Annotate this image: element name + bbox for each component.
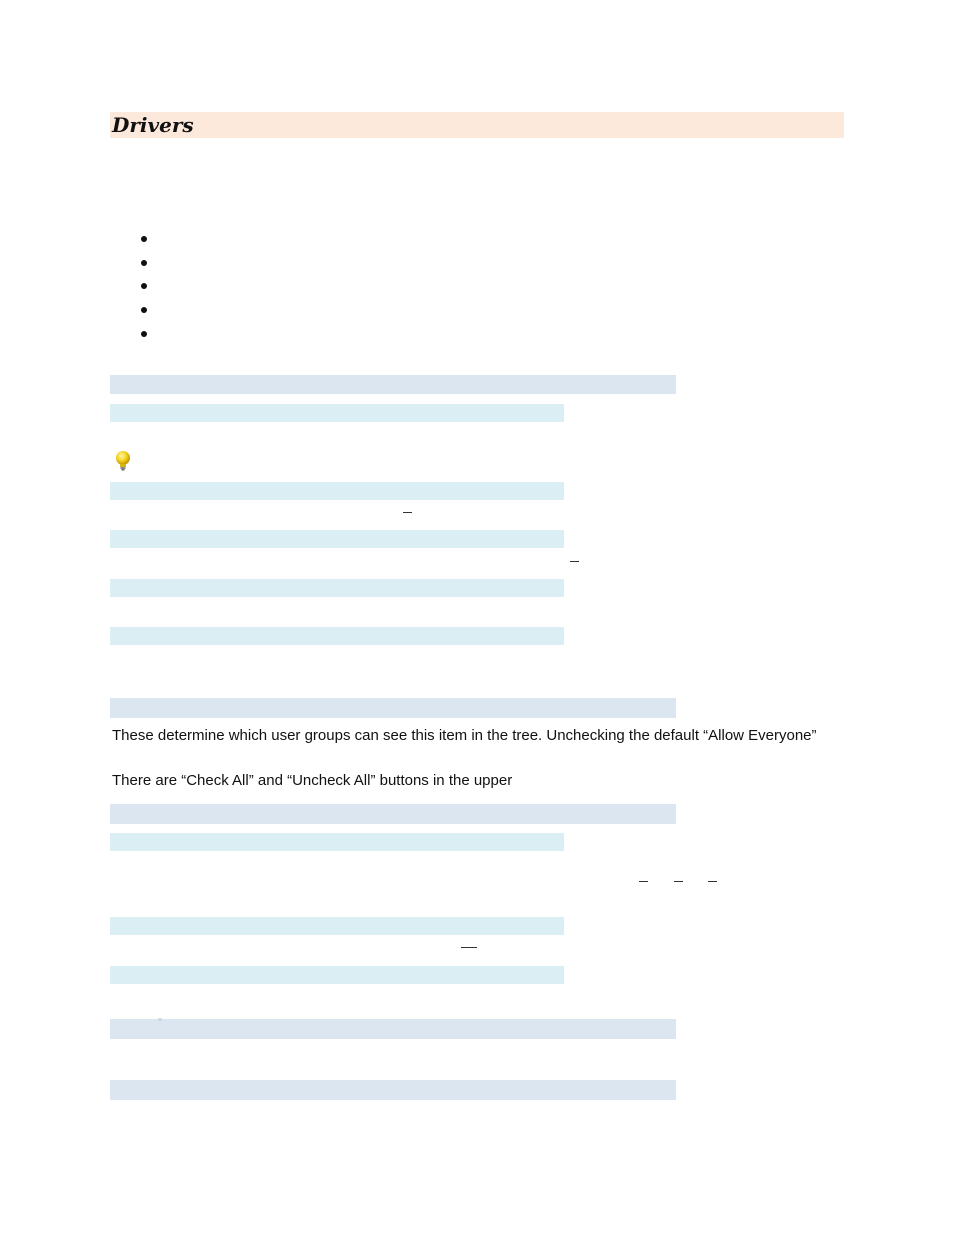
field-band — [110, 966, 564, 984]
field-band — [110, 579, 564, 597]
subheading-band — [110, 1019, 676, 1039]
list-bullet — [141, 331, 147, 337]
subheading-band — [110, 375, 676, 394]
section-heading: Drivers — [112, 113, 194, 137]
faint-mark — [158, 1018, 162, 1021]
dash-mark — [674, 881, 683, 882]
field-band — [110, 404, 564, 422]
subheading-band — [110, 804, 676, 824]
list-bullet — [141, 236, 147, 242]
dash-mark — [570, 561, 579, 562]
subheading-band — [110, 1080, 676, 1100]
list-bullet — [141, 260, 147, 266]
field-band — [110, 482, 564, 500]
field-band — [110, 627, 564, 645]
list-bullet — [141, 307, 147, 313]
field-band — [110, 917, 564, 935]
field-band — [110, 530, 564, 548]
dash-mark — [403, 512, 412, 513]
subheading-band — [110, 698, 676, 718]
list-bullet — [141, 283, 147, 289]
dash-mark — [461, 947, 477, 948]
section-heading-bar — [110, 112, 844, 138]
field-band — [110, 833, 564, 851]
groups-paragraph-2: There are “Check All” and “Uncheck All” buttons in the upper — [112, 772, 513, 789]
dash-mark — [708, 881, 717, 882]
dash-mark — [639, 881, 648, 882]
lightbulb-icon — [114, 450, 134, 472]
groups-paragraph-1: These determine which user groups can see this item in the tree. Unchecking the default “Allow Everyone” — [112, 727, 817, 744]
